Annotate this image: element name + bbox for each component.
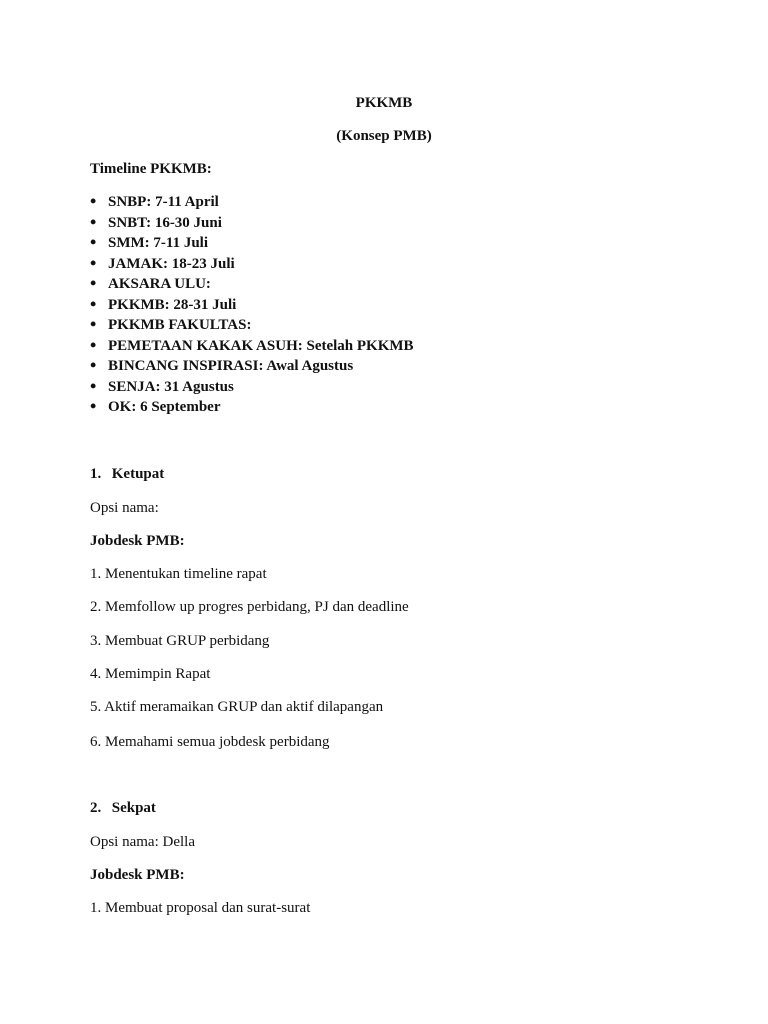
list-item <box>90 336 710 357</box>
timeline-item-label: JAMAK: 18-23 Juli <box>108 255 235 272</box>
list-item <box>90 295 710 316</box>
task-item: 5. Aktif meramaikan GRUP dan aktif dilapangan <box>90 699 384 715</box>
bullet-icon: • <box>90 355 97 376</box>
bullet-icon: • <box>90 334 97 355</box>
timeline-item-label: SNBP: 7-11 April <box>108 194 219 211</box>
list-item <box>90 377 710 398</box>
timeline-item-label: PKKMB FAKULTAS: <box>108 317 252 334</box>
list-item <box>90 192 710 213</box>
timeline-list <box>90 192 710 418</box>
timeline-item-label: PEMETAAN KAKAK ASUH: Setelah PKKMB <box>108 337 414 354</box>
timeline-item-label: PKKMB: 28-31 Juli <box>108 296 237 313</box>
list-item <box>90 254 710 275</box>
bullet-icon: • <box>90 252 97 273</box>
section-title: Sekpat <box>111 800 156 816</box>
jobdesk-heading: Jobdesk PMB: <box>90 533 185 549</box>
section-number: 1. <box>90 466 102 482</box>
task-item: 3. Membuat GRUP perbidang <box>90 633 270 649</box>
section-heading-ketupat <box>90 465 164 483</box>
list-item <box>90 274 710 295</box>
document-subtitle: (Konsep PMB) <box>336 128 432 144</box>
option-name-text: Opsi nama: Della <box>90 834 195 850</box>
bullet-icon: • <box>90 232 97 253</box>
document-title: PKKMB <box>355 95 413 111</box>
task-item: 1. Membuat proposal dan surat-surat <box>90 900 311 916</box>
bullet-icon: • <box>90 211 97 232</box>
bullet-icon: • <box>90 273 97 294</box>
timeline-heading: Timeline PKKMB: <box>90 161 212 177</box>
task-item: 4. Memimpin Rapat <box>90 666 211 682</box>
bullet-icon: • <box>90 314 97 335</box>
bullet-icon: • <box>90 375 97 396</box>
list-item <box>90 397 710 418</box>
timeline-item-label: SNBT: 16-30 Juni <box>108 214 222 231</box>
list-item <box>90 356 710 377</box>
jobdesk-heading: Jobdesk PMB: <box>90 867 185 883</box>
list-item <box>90 315 710 336</box>
timeline-item-label: OK: 6 September <box>108 399 221 416</box>
bullet-icon: • <box>90 191 97 212</box>
task-item: 1. Menentukan timeline rapat <box>90 566 267 582</box>
bullet-icon: • <box>90 396 97 417</box>
list-item <box>90 233 710 254</box>
bullet-icon: • <box>90 293 97 314</box>
option-name-text: Opsi nama: <box>90 500 159 516</box>
timeline-item-label: BINCANG INSPIRASI: Awal Agustus <box>108 358 354 375</box>
task-item: 6. Memahami semua jobdesk perbidang <box>90 734 330 750</box>
list-item <box>90 213 710 234</box>
section-title: Ketupat <box>111 466 165 482</box>
task-item: 2. Memfollow up progres perbidang, PJ dan deadline <box>90 599 409 615</box>
timeline-item-label: SMM: 7-11 Juli <box>108 235 208 252</box>
timeline-item-label: SENJA: 31 Agustus <box>108 378 234 395</box>
section-number: 2. <box>90 800 102 816</box>
timeline-item-label: AKSARA ULU: <box>108 276 211 293</box>
section-heading-sekpat <box>90 799 156 817</box>
